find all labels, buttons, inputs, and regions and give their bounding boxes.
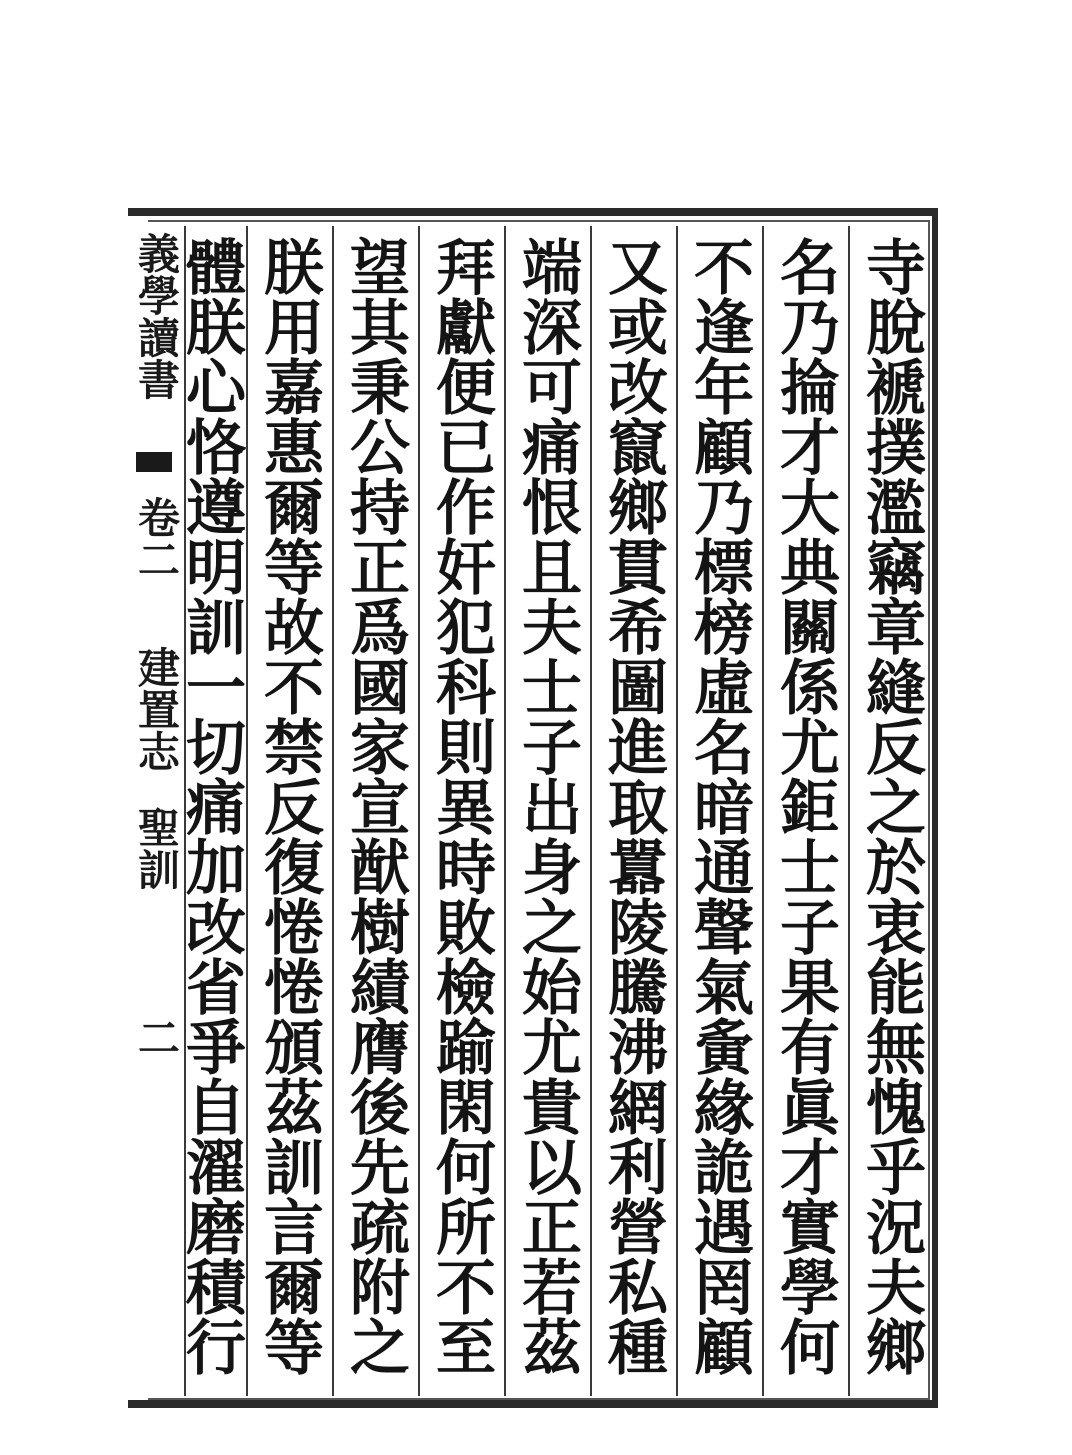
text-column-4: 又或改竄鄉貫希圖進取囂陵騰沸網利營私種 [598,236,668,1376]
column-divider [590,226,592,1396]
text-column-1: 寺脫褫撲濫竊章縫反之於衷能無愧乎況夫鄉 [856,236,926,1376]
text-column-2: 名乃掄才大典關係尤鉅士子果有眞才實學何 [770,236,840,1376]
column-divider [332,226,334,1396]
column-divider [762,226,764,1396]
text-column-5: 端深可痛恨且夫士子出身之始尤貴以正若茲 [512,236,582,1376]
margin-column [130,226,182,1396]
margin-section: 建置志 [132,646,181,772]
margin-juan: 卷二 [132,496,181,580]
text-column-3: 不逢年顧乃標榜虛名暗通聲氣夤緣詭遇罔顧 [684,236,754,1376]
margin-page-number: 二 [132,1016,181,1058]
margin-subsection: 聖訓 [132,806,181,890]
column-divider [504,226,506,1396]
text-column-8: 朕用嘉惠爾等故不禁反復惓惓頒茲訓言爾等 [254,236,324,1376]
text-column-7: 望其秉公持正爲國家宣猷樹績膺後先疏附之 [340,236,410,1376]
text-column-9: 體朕心恪遵明訓一切痛加改省爭自濯磨積行 [176,236,246,1376]
text-column-6: 拜獻便已作奸犯科則異時敗檢踰閑何所不至 [426,236,496,1376]
margin-title: 義學讀書 [132,232,181,400]
column-divider [676,226,678,1396]
fishtail-mark [136,452,172,472]
column-divider [418,226,420,1396]
column-divider [848,226,850,1396]
